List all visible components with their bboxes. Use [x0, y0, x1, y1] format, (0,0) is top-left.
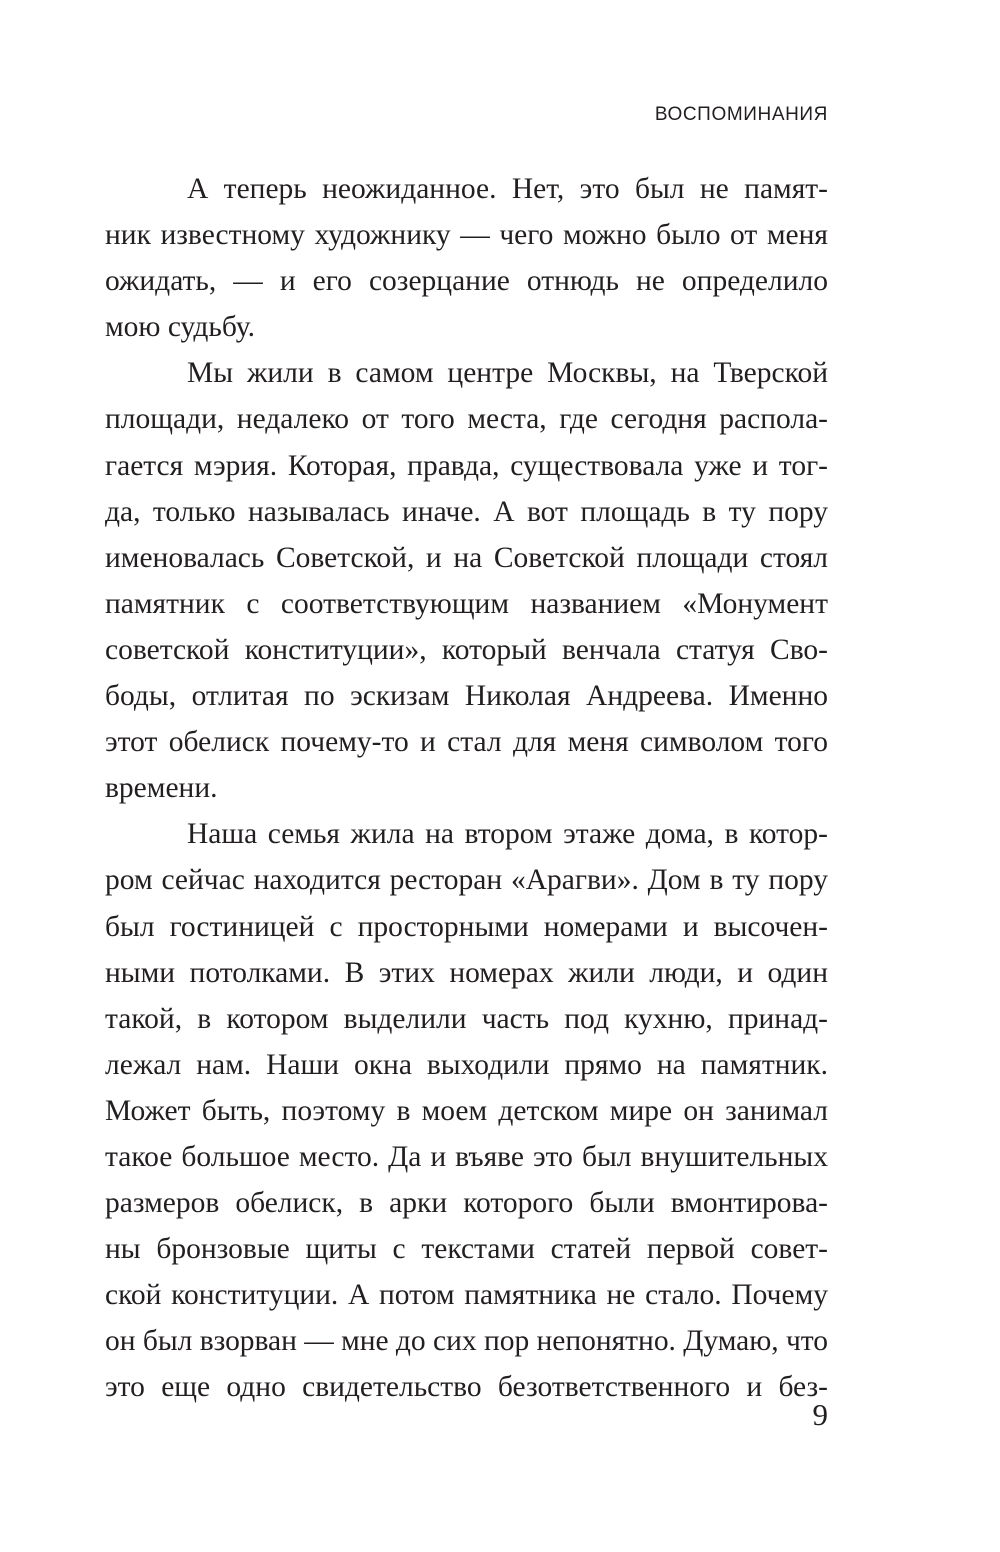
text-line: Может быть, поэтому в моем детском мире он занимал [105, 1094, 828, 1127]
text-line: А теперь неожиданное. Нет, это был не памят- [187, 173, 828, 205]
text-line: площади, недалеко от того места, где сегодня распола- [105, 403, 828, 436]
text-line: советской конституции», который венчала статуя Сво- [105, 633, 828, 666]
text-line: размеров обелиск, в арки которого были вмонтирова- [105, 1187, 828, 1220]
text-line: ской конституции. А потом памятника не стало. Почему [105, 1279, 828, 1312]
text-line: такое большое место. Да и въяве это был внушительных [105, 1140, 828, 1173]
text-line: времени. [105, 772, 218, 805]
text-line: Мы жили в самом центре Москвы, на Тверской [187, 357, 828, 390]
text-line: Наша семья жила на втором этаже дома, в котор- [187, 818, 828, 851]
text-line: да, только называлась иначе. А вот площадь в ту пору [105, 495, 828, 528]
text-line: он был взорван — мне до сих пор непонятно. Думаю, что [105, 1325, 828, 1358]
text-line: это еще одно свидетельство безответственного и без- [105, 1371, 828, 1404]
running-head: ВОСПОМИНАНИЯ [654, 104, 828, 125]
text-line: лежал нам. Наши окна выходили прямо на памятник. [105, 1048, 828, 1081]
text-line: именовалась Советской, и на Советской площади стоял [105, 541, 828, 574]
text-line: памятник с соответствующим названием «Монумент [105, 587, 828, 620]
text-line: мою судьбу. [105, 311, 255, 344]
text-line: был гостиницей с просторными номерами и высочен- [105, 910, 828, 943]
body-text [105, 166, 828, 1411]
text-line: ны бронзовые щиты с текстами статей первой совет- [105, 1233, 828, 1266]
text-line: этот обелиск почему-то и стал для меня символом того [105, 726, 828, 759]
page-number: 9 [812, 1397, 828, 1432]
text-line: боды, отлитая по эскизам Николая Андреева. Именно [105, 680, 828, 713]
text-line: такой, в котором выделили часть под кухню, принад- [105, 1002, 828, 1035]
text-line: ром сейчас находится ресторан «Арагви». Дом в ту пору [105, 864, 828, 897]
text-line: ожидать, — и его созерцание отнюдь не определило [105, 265, 828, 298]
text-line: гается мэрия. Которая, правда, существовала уже и тог- [105, 449, 828, 482]
text-line: ными потолками. В этих номерах жили люди, и один [105, 956, 828, 989]
text-line: ник известному художнику — чего можно было от меня [105, 219, 828, 252]
